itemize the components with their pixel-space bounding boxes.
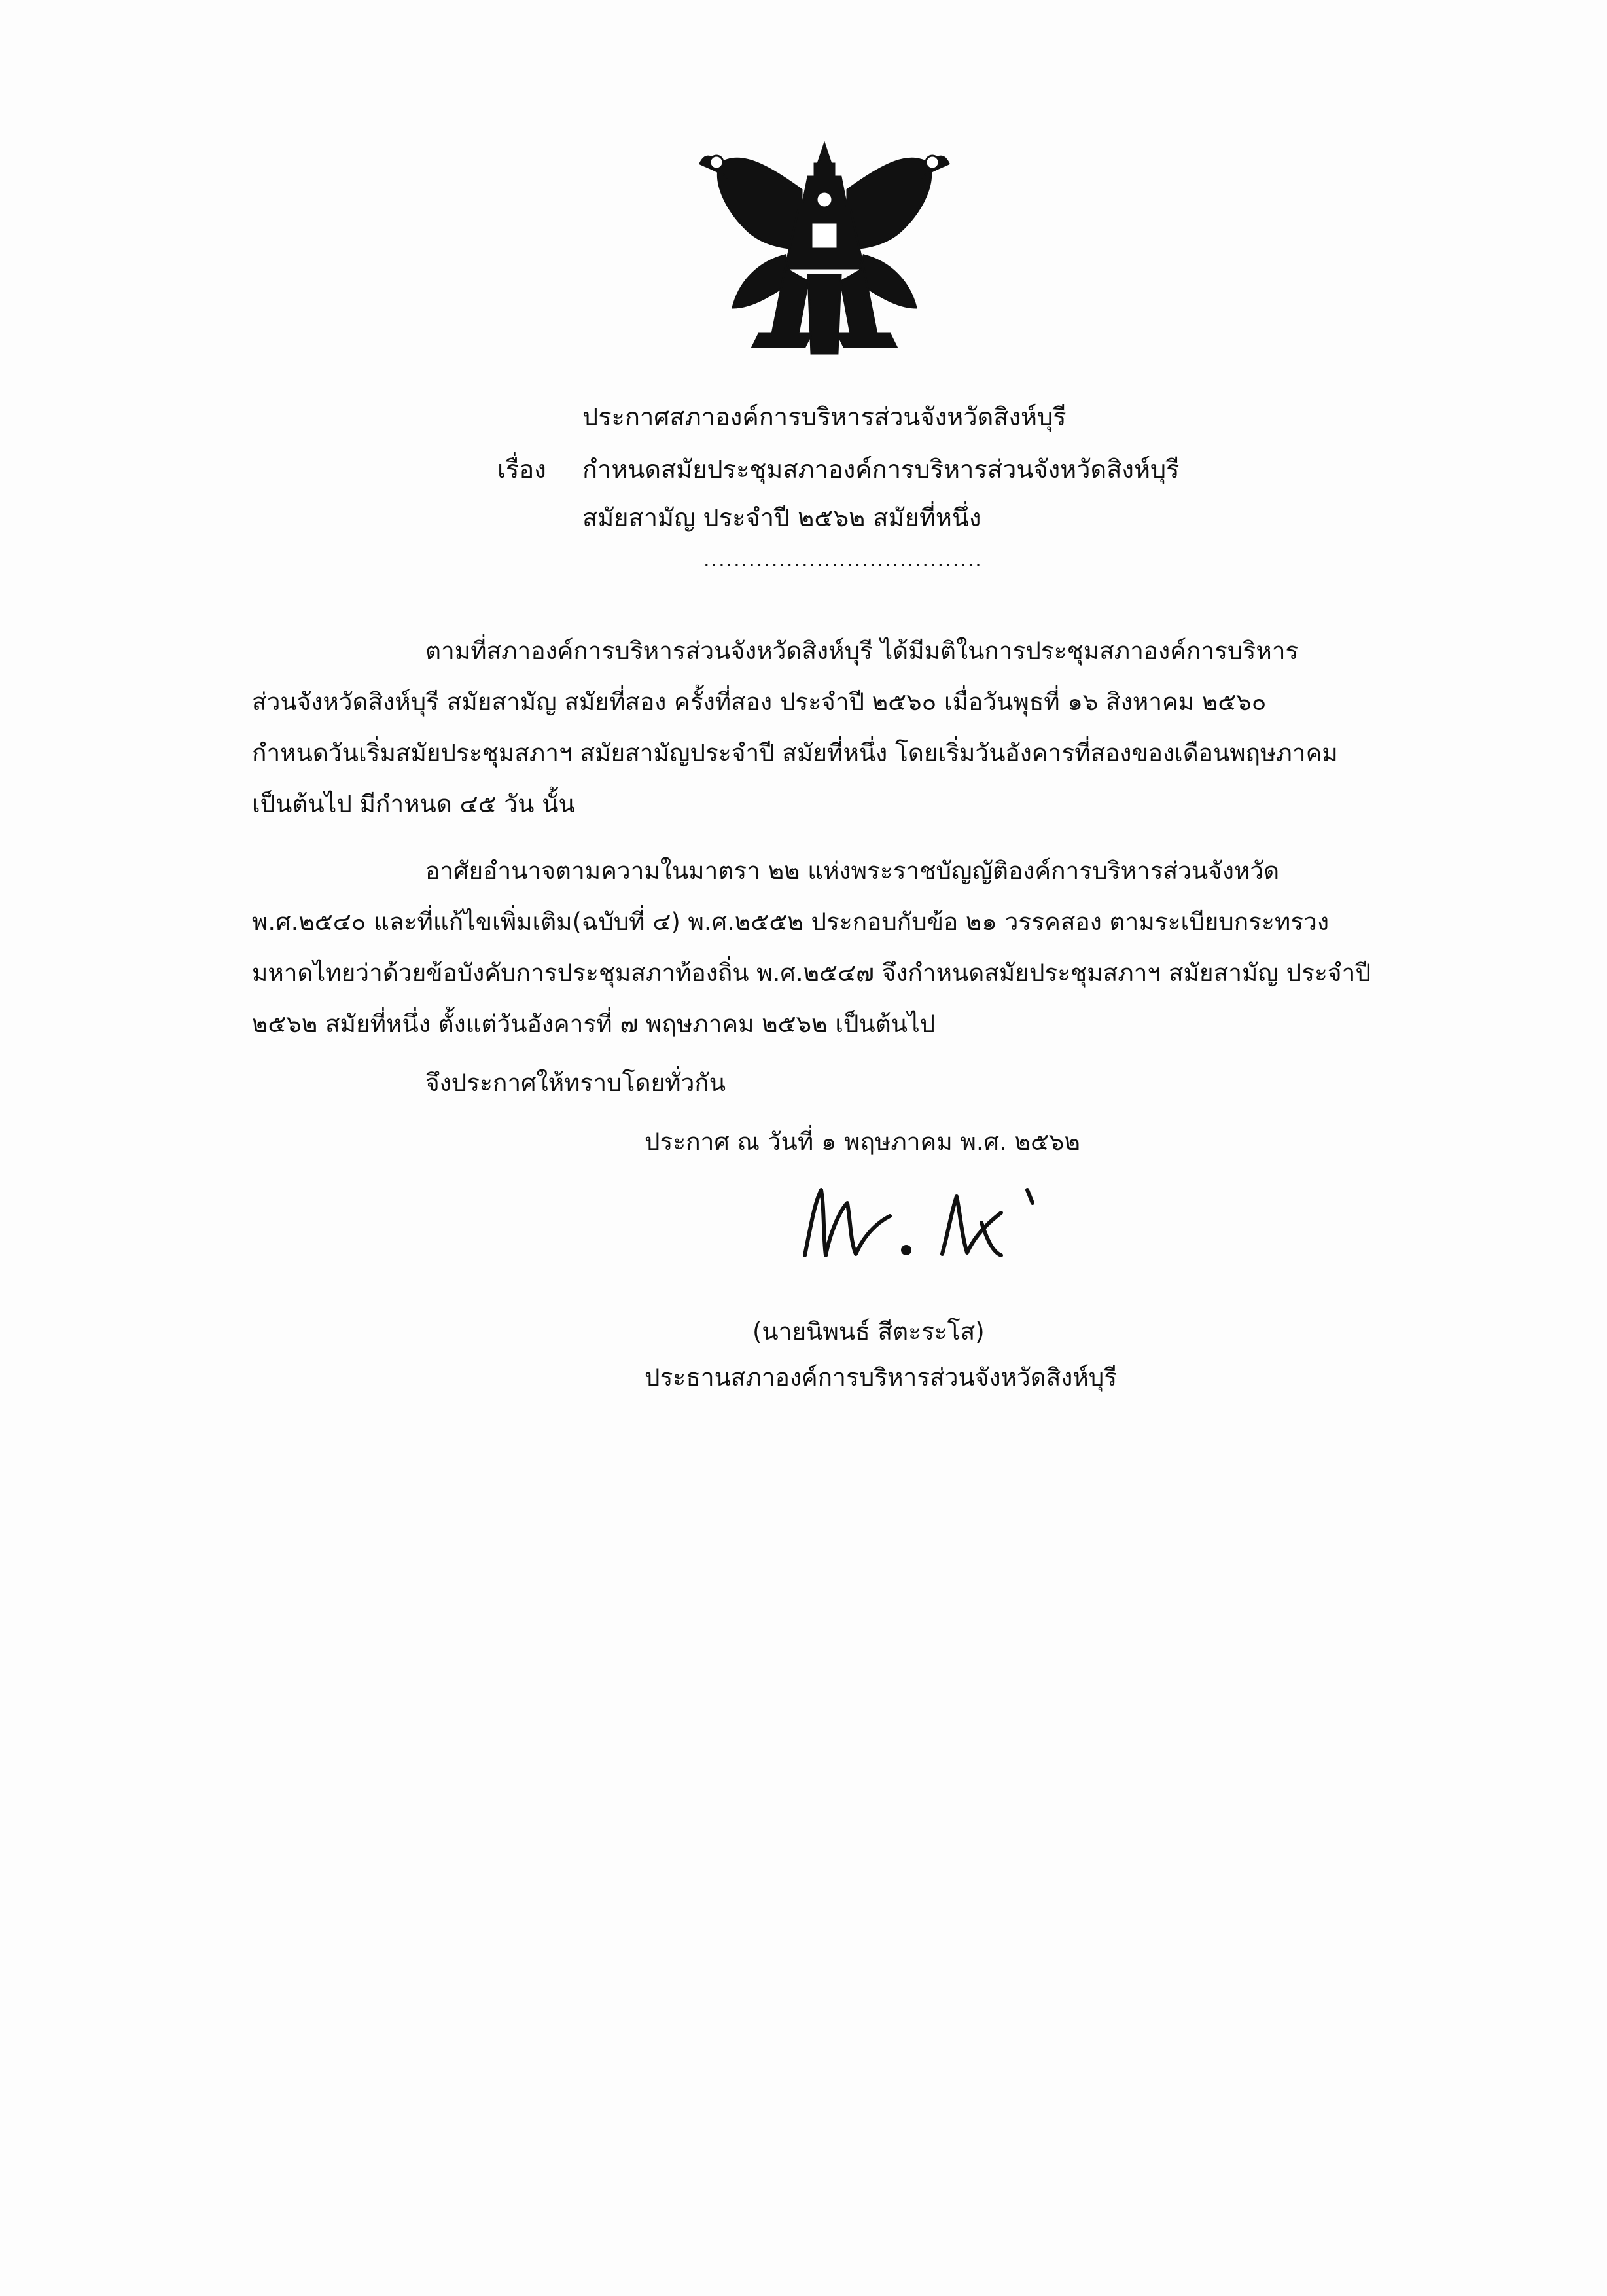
announcement-date: ประกาศ ณ วันที่ ๑ พฤษภาคม พ.ศ. ๒๕๖๒ — [645, 1128, 1080, 1156]
announcement-text: จึงประกาศให้ทราบโดยทั่วกัน — [425, 1069, 726, 1097]
garuda-emblem-icon — [687, 137, 962, 373]
paragraph2-line: พ.ศ.๒๕๔๐ และที่แก้ไขเพิ่มเติม(ฉบับที่ ๔) พ.ศ.๒๕๕๒ ประกอบกับข้อ ๒๑ วรรคสอง ตามระเบียบกระทรวง — [252, 908, 1330, 936]
paragraph1-line: เป็นต้นไป มีกำหนด ๔๕ วัน นั้น — [252, 790, 575, 818]
paragraph1-line: กำหนดวันเริ่มสมัยประชุมสภาฯ สมัยสามัญประจำปี สมัยที่หนึ่ง โดยเริ่มวันอังคารที่สองของเดือนพฤษภาคม — [252, 739, 1338, 767]
paragraph2-line: ๒๕๖๒ สมัยที่หนึ่ง ตั้งแต่วันอังคารที่ ๗ พฤษภาคม ๒๕๖๒ เป็นต้นไป — [252, 1010, 936, 1038]
paragraph1-line: ส่วนจังหวัดสิงห์บุรี สมัยสามัญ สมัยที่สอง ครั้งที่สอง ประจำปี ๒๕๖๐ เมื่อวันพุธที่ ๑๖ สิงหาคม ๒๕๖๐ — [252, 688, 1267, 716]
subject-text: กำหนดสมัยประชุมสภาองค์การบริหารส่วนจังหวัดสิงห์บุรี — [582, 455, 1180, 484]
announcement-title: ประกาศสภาองค์การบริหารส่วนจังหวัดสิงห์บุรี — [582, 403, 1067, 431]
subject-label: เรื่อง — [497, 455, 546, 484]
separator-dots: ..................................... — [703, 548, 983, 571]
signatory-name: (นายนิพนธ์ สีตะระโส) — [752, 1318, 985, 1346]
session-text: สมัยสามัญ ประจำปี ๒๕๖๒ สมัยที่หนึ่ง — [582, 503, 981, 532]
paragraph1-line: ตามที่สภาองค์การบริหารส่วนจังหวัดสิงห์บุรี ได้มีมติในการประชุมสภาองค์การบริหาร — [425, 637, 1299, 665]
signatory-title: ประธานสภาองค์การบริหารส่วนจังหวัดสิงห์บุรี — [645, 1363, 1118, 1391]
paragraph2-line: อาศัยอำนาจตามความในมาตรา ๒๒ แห่งพระราชบัญญัติองค์การบริหารส่วนจังหวัด — [425, 857, 1280, 885]
paragraph2-line: มหาดไทยว่าด้วยข้อบังคับการประชุมสภาท้องถิ่น พ.ศ.๒๕๔๗ จึงกำหนดสมัยประชุมสภาฯ สมัยสามัญ ประจำปี — [252, 959, 1371, 987]
handwritten-signature — [785, 1164, 1073, 1275]
